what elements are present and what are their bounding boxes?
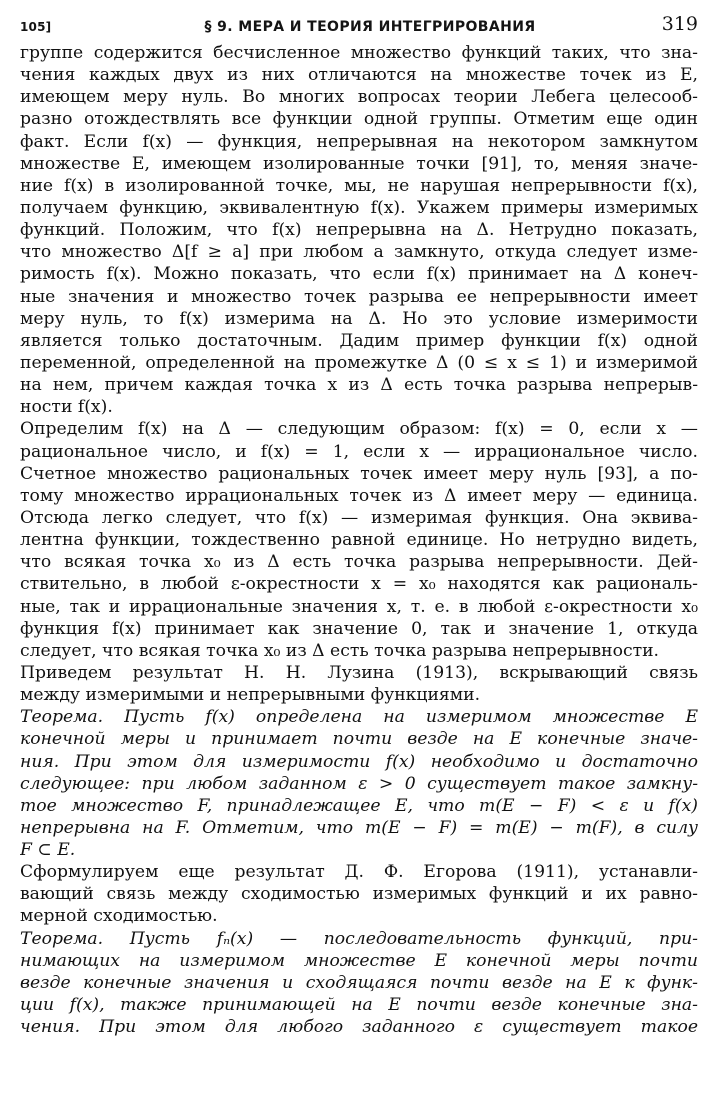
- text-line: рациональное число, и f(x) = 1, если x — иррациональное число.: [20, 441, 698, 462]
- text-line: на нем, причем каждая точка x из Δ есть точка разрыва непрерыв-: [20, 375, 698, 396]
- text-line: Определим f(x) на Δ — следующим образом: f(x) = 0, если x —: [20, 419, 698, 440]
- text-line: F ⊂ E.: [20, 840, 76, 861]
- text-line: получаем функцию, эквивалентную f(x). Укажем примеры измеримых: [20, 197, 698, 218]
- text-line: между измеримыми и непрерывными функциями.: [20, 685, 481, 706]
- text-line: множестве E, имеющем изолированные точки [91], то, меняя значе-: [20, 153, 698, 174]
- text-line: переменной, определенной на промежутке Δ (0 ≤ x ≤ 1) и измеримой: [20, 352, 698, 373]
- text-line: Теорема. Пусть fₙ(x) — последовательность функций, при-: [20, 928, 698, 949]
- text-line: Отсюда легко следует, что f(x) — измеримая функция. Она эквива-: [20, 507, 698, 528]
- running-head: [20, 10, 698, 40]
- text-line: ние f(x) в изолированной точке, мы, не нарушая непрерывности f(x),: [20, 175, 698, 196]
- text-line: ные значения и множество точек разрыва ее непрерывности имеет: [20, 286, 698, 307]
- text-line: тое множество F, принадлежащее E, что m(E − F) < ε и f(x): [20, 795, 698, 816]
- text-line: что множество Δ[f ≥ a] при любом a замкнуто, откуда следует изме-: [20, 242, 698, 263]
- text-line: функций. Положим, что f(x) непрерывна на Δ. Нетрудно показать,: [20, 220, 698, 241]
- text-line: ные, так и иррациональные значения x, т. е. в любой ε-окрестности x₀: [20, 596, 698, 617]
- text-line: следует, что всякая точка x₀ из Δ есть точка разрыва непрерывности.: [20, 640, 659, 661]
- text-line: факт. Если f(x) — функция, непрерывная на некотором замкнутом: [20, 131, 698, 152]
- section-number: 105]: [20, 20, 52, 34]
- text-line: везде конечные значения и сходящаяся почти везде на E к функ-: [20, 972, 698, 993]
- text-line: непрерывна на F. Отметим, что m(E − F) = m(E) − m(F), в силу: [20, 817, 698, 838]
- text-line: римость f(x). Можно показать, что если f(x) принимает на Δ конеч-: [20, 264, 698, 285]
- text-line: имеющем меру нуль. Во многих вопросах теории Лебега целесооб-: [20, 87, 698, 108]
- text-line: ции f(x), также принимающей на E почти везде конечные зна-: [20, 995, 698, 1016]
- text-line: ности f(x).: [20, 397, 113, 418]
- text-line: является только достаточным. Дадим пример функции f(x) одной: [20, 330, 698, 351]
- text-line: лентна функции, тождественно равной единице. Но нетрудно видеть,: [20, 530, 698, 551]
- page-number: 319: [661, 13, 698, 35]
- text-line: группе содержится бесчисленное множество функций таких, что зна-: [20, 43, 698, 63]
- body-text: [20, 42, 698, 1038]
- text-line: меру нуль, то f(x) измерима на Δ. Но это условие измеримости: [20, 308, 698, 329]
- text-line: функция f(x) принимает как значение 0, так и значение 1, откуда: [20, 618, 698, 639]
- text-line: тому множество иррациональных точек из Δ имеет меру — единица.: [20, 485, 698, 506]
- text-line: Приведем результат Н. Н. Лузина (1913), вскрывающий связь: [20, 662, 698, 683]
- text-line: мерной сходимостью.: [20, 906, 218, 927]
- text-line: Счетное множество рациональных точек имеет меру нуль [93], а по-: [20, 463, 698, 484]
- text-line: нимающих на измеримом множестве E конечной меры почти: [20, 950, 698, 971]
- text-line: чения. При этом для любого заданного ε существует такое: [20, 1017, 698, 1038]
- text-line: ния. При этом для измеримости f(x) необходимо и достаточно: [20, 751, 698, 772]
- text-line: вающий связь между сходимостью измеримых функций и их равно-: [20, 884, 698, 905]
- text-line: ствительно, в любой ε-окрестности x = x₀ находятся как рациональ-: [20, 574, 698, 595]
- text-line: что всякая точка x₀ из Δ есть точка разрыва непрерывности. Дей-: [20, 552, 698, 573]
- text-line: конечной меры и принимает почти везде на E конечные значе-: [20, 729, 698, 750]
- text-line: чения каждых двух из них отличаются на множестве точек из E,: [20, 65, 698, 86]
- text-line: разно отождествлять все функции одной группы. Отметим еще один: [20, 109, 698, 130]
- chapter-title: § 9. МЕРА И ТЕОРИЯ ИНТЕГРИРОВАНИЯ: [204, 19, 536, 35]
- text-line: следующее: при любом заданном ε > 0 существует такое замкну-: [20, 773, 698, 794]
- text-line: Теорема. Пусть f(x) определена на измеримом множестве E: [20, 707, 698, 728]
- text-line: Сформулируем еще результат Д. Ф. Егорова (1911), устанавли-: [20, 862, 698, 883]
